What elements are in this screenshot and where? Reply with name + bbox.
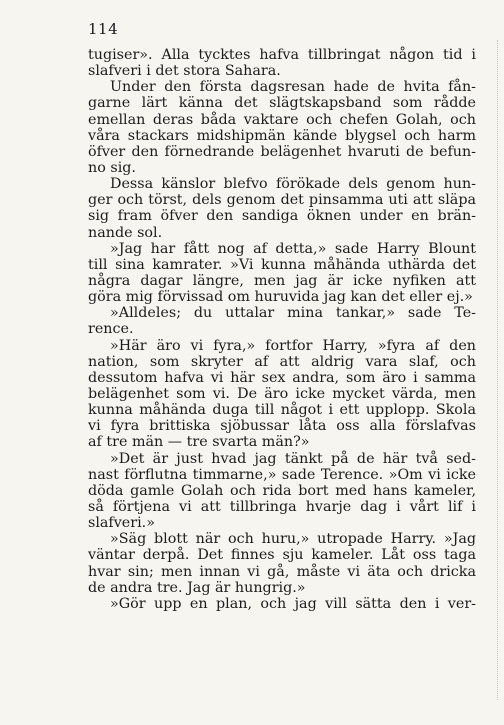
text-line: öfver den förnedrande belägenhet hvaruti de befun- — [88, 143, 476, 160]
text-line: »Säg blott när och huru,» utropade Harry. »Jag — [110, 531, 476, 548]
text-line: »Alldeles; du uttalar mina tankar,» sade Te- — [110, 305, 476, 322]
text-line: tugiser». Alla tycktes hafva tillbringat någon tid i — [88, 47, 476, 63]
text-line: »Det är just hvad jag tänkt på de här två sed- — [110, 450, 476, 467]
text-line: nande sol. — [88, 224, 163, 241]
text-line: »Jag har fått nog af detta,» sade Harry Blount — [110, 240, 476, 257]
text-line: våra stackars midshipmän kände blygsel och harm — [88, 127, 476, 144]
text-line: göra mig förvissad om huruvida jag kan det eller ej.» — [88, 289, 473, 306]
text-line: emellan deras båda vaktare och chefen Golah, och — [88, 111, 476, 128]
text-line: de andra tre. Jag är hungrig.» — [88, 579, 306, 596]
text-line: belägenhet som vi. De äro icke mycket värda, men — [88, 385, 476, 402]
text-line: döda gamle Golah och rida bort med hans kameler, — [88, 482, 476, 499]
text-line: till sina kamrater. »Vi kunna måhända uthärda det — [88, 256, 476, 273]
text-line: Dessa känslor blefvo förökade dels genom hun- — [110, 176, 476, 193]
text-line: slafveri i det stora Sahara. — [88, 63, 281, 80]
text-line: sig fram öfver den sandiga öknen under en brän- — [88, 208, 476, 225]
text-line: ger och törst, dels genom det pinsamma uti att släpa — [88, 192, 476, 209]
text-line: no sig. — [88, 159, 136, 176]
text-line: af tre män — tre svarta män?» — [88, 434, 310, 451]
text-line: nast förflutna timmarne,» sade Terence. »Om vi icke — [88, 466, 476, 483]
text-line: slafveri.» — [88, 515, 155, 532]
page-edge-shadow — [494, 40, 498, 700]
text-line: rence. — [88, 321, 134, 338]
body-text — [88, 47, 476, 612]
text-line: så förtjena vi att tillbringa hvarje dag i vårt lif i — [88, 498, 476, 515]
text-line: väntar derpå. Det finnes sju kameler. Låt oss taga — [88, 547, 476, 564]
text-line: vi fyra brittiska sjöbussar låta oss alla förslafvas — [88, 418, 476, 435]
text-line: nation, som skryter af att aldrig vara slaf, och — [88, 353, 476, 370]
page-number: 114 — [88, 20, 119, 38]
text-line: kunna måhända duga till något i ett upplopp. Skola — [88, 402, 476, 419]
text-line: dessutom hafva vi här sex andra, som äro i samma — [88, 369, 476, 386]
text-line: »Gör upp en plan, och jag vill sätta den i ver- — [110, 595, 476, 612]
text-line: några dagar längre, men jag är icke nyfiken att — [88, 272, 476, 289]
text-line: Under den första dagsresan hade de hvita fån- — [110, 79, 476, 96]
text-line: »Här äro vi fyra,» fortfor Harry, »fyra af den — [110, 337, 476, 354]
text-line: hvar sin; men innan vi gå, måste vi äta och dricka — [88, 563, 476, 580]
text-line: garne lärt känna det slägtskapsband som rådde — [88, 95, 476, 112]
